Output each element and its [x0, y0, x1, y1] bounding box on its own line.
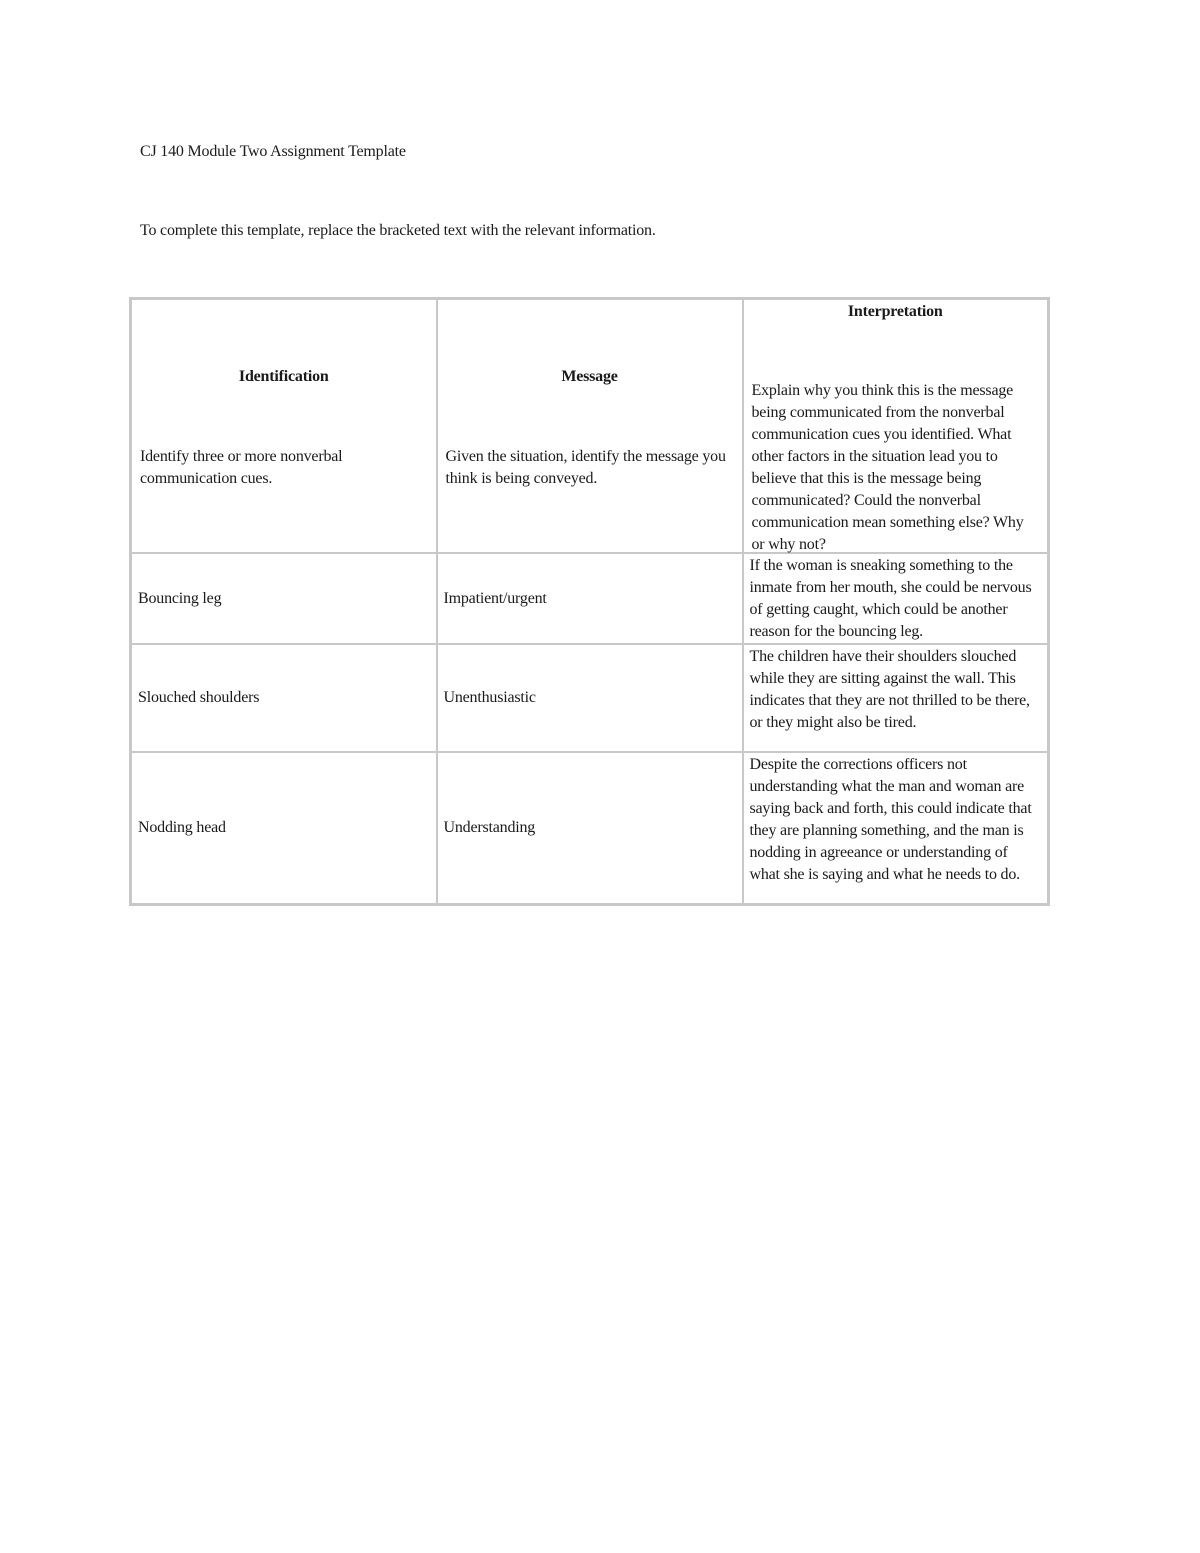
- cell-message: Understanding: [437, 752, 743, 904]
- header-message: [437, 299, 743, 554]
- header-identification-description: Identify three or more nonverbal communication cues.: [140, 448, 343, 487]
- cell-message: Unenthusiastic: [437, 644, 743, 752]
- header-identification: [131, 299, 437, 554]
- cell-identification: Slouched shoulders: [131, 644, 437, 752]
- document-title: CJ 140 Module Two Assignment Template: [140, 143, 406, 160]
- cell-identification: Nodding head: [131, 752, 437, 904]
- table-row: [131, 553, 1049, 644]
- header-identification-label: Identification: [238, 368, 329, 385]
- table-header-row: [131, 299, 1049, 554]
- header-message-label: Message: [561, 368, 618, 385]
- header-interpretation: [743, 299, 1049, 554]
- nonverbal-cues-table: [129, 297, 1050, 906]
- table-row: [131, 644, 1049, 752]
- cell-interpretation: The children have their shoulders slouched while they are sitting against the wall. This indicates that they are not thrilled to be there, or they might also be tired.: [743, 644, 1049, 752]
- cell-identification: Bouncing leg: [131, 553, 437, 644]
- cell-interpretation: If the woman is sneaking something to the inmate from her mouth, she could be nervous of getting caught, which could be another reason for the bouncing leg.: [743, 553, 1049, 644]
- header-message-description: Given the situation, identify the message you think is being conveyed.: [445, 448, 726, 487]
- header-interpretation-description: Explain why you think this is the message being communicated from the nonverbal communication cues you identified. What other factors in the situation lead you to believe that this is the message being communicated? Could the nonverbal communication mean something else? Why or why not?: [751, 382, 1024, 553]
- table-row: [131, 752, 1049, 904]
- instructions-text: To complete this template, replace the bracketed text with the relevant information.: [140, 222, 656, 239]
- cell-message: Impatient/urgent: [437, 553, 743, 644]
- header-interpretation-label: Interpretation: [847, 303, 943, 320]
- cell-interpretation: Despite the corrections officers not understanding what the man and woman are saying back and forth, this could indicate that they are planning something, and the man is nodding in agreeance or understanding of what she is saying and what he needs to do.: [743, 752, 1049, 904]
